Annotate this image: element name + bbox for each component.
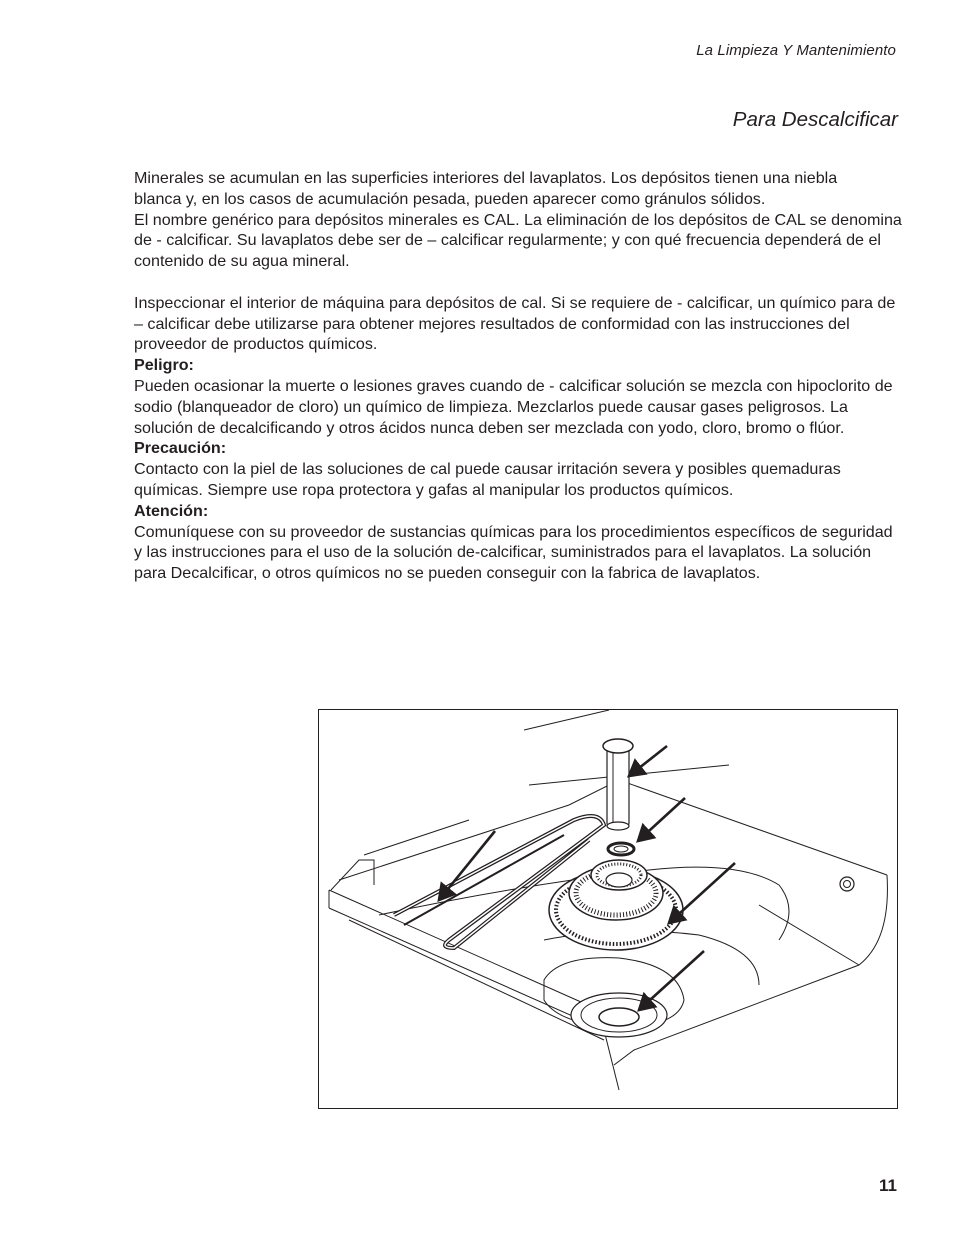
arrow-o-ring [638, 798, 685, 841]
caution-text: Contacto con la piel de las soluciones de cal puede causar irritación severa y posibles quemaduras químicas. Siempre use ropa protectora y gafas al manipular los productos químicos. [134, 460, 841, 499]
overflow-tube-icon [603, 739, 633, 830]
dishwasher-interior-illustration [319, 710, 897, 1108]
danger-heading: Peligro: [134, 356, 194, 375]
o-ring-icon [608, 843, 634, 855]
intro-paragraph-2: El nombre genérico para depósitos minerales es CAL. La eliminación de los depósitos de CAL se denomina de - calcificar. Su lavaplatos debe ser de – calcificar regularmente; y con qué frecuencia dependerá de el contenido de su agua mineral. [134, 210, 902, 271]
body-content [134, 168, 904, 584]
intro-line-1: Minerales se acumulan en las superficies interiores del lavaplatos. Los depósitos tienen una niebla [134, 169, 838, 187]
strainer-basket-icon [549, 860, 683, 950]
attention-heading: Atención: [134, 501, 209, 520]
drain-opening-icon [571, 993, 667, 1037]
caution-heading: Precaución: [134, 439, 227, 458]
left-wall [331, 860, 374, 890]
intro-paragraph-3: Inspeccionar el interior de máquina para depósitos de cal. Si se requiere de - calcificar, un químico para de – calcificar debe utilizarse para obtener mejores resultados de conformidad con las instrucciones del proveedor de productos químicos. [134, 293, 896, 354]
running-header: La Limpieza Y Mantenimiento [696, 42, 896, 59]
arrow-strainer [669, 863, 735, 923]
front-panel-inner [349, 920, 604, 1040]
attention-text: Comuníquese con su proveedor de sustancias químicas para los procedimientos específicos de seguridad y las instrucciones para el uso de la solución de-calcificar, suministrados para el lavaplatos. La solución para Decalcificar, o otros químicos no se pueden conseguir con la fabrica de lavaplatos. [134, 522, 893, 583]
left-wall-rear [364, 820, 469, 855]
dishwasher-interior-figure [318, 709, 898, 1109]
paragraph-gap [134, 272, 904, 293]
tub-right-wall [524, 710, 609, 730]
intro-line-2: blanca y, en los casos de acumulación pesada, pueden aparecer como gránulos sólidos. [134, 189, 766, 208]
floor-right-edge [759, 905, 859, 965]
side-fitting-icon [840, 877, 854, 891]
arrow-drain [639, 951, 704, 1010]
section-title: Para Descalcificar [732, 108, 898, 131]
intro-paragraph-1 [134, 168, 904, 210]
page-number: 11 [879, 1176, 897, 1195]
danger-text: Pueden ocasionar la muerte o lesiones graves cuando de - calcificar solución se mezcla con hipoclorito de sodio (blanqueador de cloro) un químico de limpieza. Mezclarlos puede causar gases peligrosos. La solución de decalcificando y otros ácidos nunca deben ser mezclada con yodo, cloro, bromo o flúor. [134, 376, 893, 437]
